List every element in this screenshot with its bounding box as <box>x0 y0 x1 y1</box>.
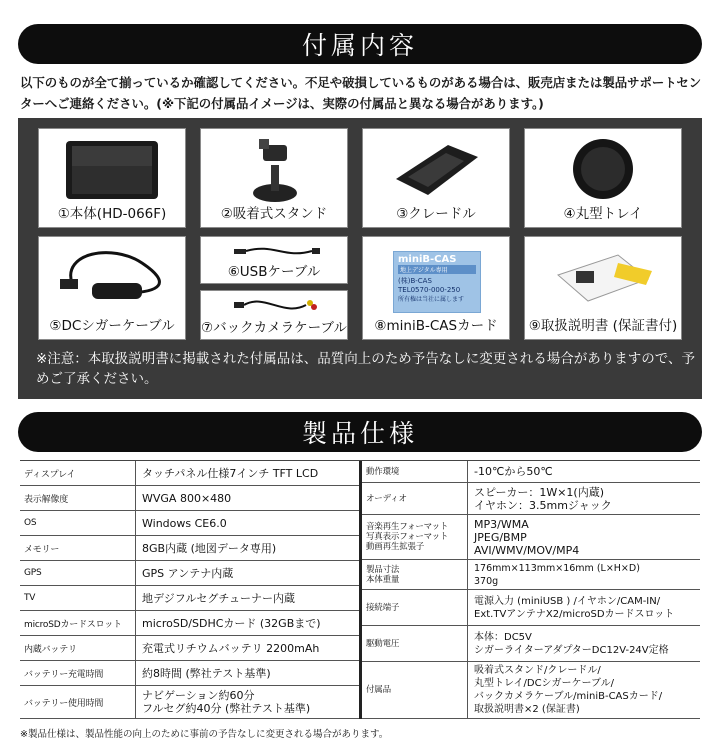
spec-value: GPS アンテナ内蔵 <box>142 566 234 580</box>
spec-value: MP3/WMA JPEG/BMP AVI/WMV/MOV/MP4 <box>474 517 580 557</box>
specs-footnote: ※製品仕様は、製品性能の向上のために事前の予告なしに変更される場合があります。 <box>20 729 389 740</box>
spec-value: スピーカー：1W×1(内蔵) イヤホン：3.5mmジャック <box>474 485 612 512</box>
accessory-label: ④丸型トレイ <box>563 206 643 222</box>
minib-cas-brand: miniB-CAS <box>398 254 457 265</box>
spec-row <box>362 626 700 662</box>
minib-cas-tel: TEL0570-000-250 <box>398 286 461 294</box>
minib-cas-owner: 所有権は当社に属します <box>398 296 465 303</box>
spec-row <box>362 461 700 483</box>
accessory-card-suction-stand <box>200 128 348 228</box>
cradle-image <box>363 139 509 201</box>
specs-right-column <box>362 461 700 719</box>
accessories-intro: 以下のものが全て揃っているか確認してください。不足や破損しているものがある場合は、販売店または製品サポートセンターへご連絡ください。(※下記の付属品イメージは、実際の付属品と異なる場合があります。) <box>20 75 702 111</box>
spec-key: バッテリー充電時間 <box>20 661 136 685</box>
spec-value: 176mm×113mm×16mm (L×H×D) 370g <box>474 562 640 587</box>
accessory-label: ⑤DCシガーケーブル <box>49 318 175 334</box>
spec-value: 8GB内蔵 (地図データ専用) <box>142 541 277 555</box>
minib-cas-sub: 地上デジタル専用 <box>398 265 476 274</box>
spec-row <box>362 515 700 560</box>
spec-row <box>20 586 360 611</box>
accessory-card-minib-cas <box>362 236 510 340</box>
round-tray-image <box>525 135 681 205</box>
accessories-title: 付属内容 <box>18 24 702 64</box>
spec-row <box>20 461 360 486</box>
accessory-label: ⑥USBケーブル <box>227 264 321 280</box>
spec-row <box>20 611 360 636</box>
accessory-label: ⑧miniB-CASカード <box>374 318 498 334</box>
accessory-card-main-unit <box>38 128 186 228</box>
spec-row <box>20 536 360 561</box>
specs-title: 製品仕様 <box>18 412 702 452</box>
spec-value: 充電式リチウムバッテリ 2200mAh <box>142 641 320 655</box>
spec-row <box>362 560 700 590</box>
spec-value: 電源入力 (miniUSB ) /イヤホン/CAM-IN/ Ext.TVアンテナX2/microSDカードスロット <box>474 595 675 620</box>
spec-row <box>362 662 700 719</box>
spec-value: WVGA 800×480 <box>142 491 232 505</box>
spec-value: タッチパネル仕様7インチ TFT LCD <box>142 466 319 480</box>
spec-value: -10℃から50℃ <box>474 465 553 478</box>
spec-key: 接続端子 <box>362 590 468 625</box>
spec-key: 動作環境 <box>362 461 468 482</box>
device-image <box>39 139 185 201</box>
accessory-label: ⑨取扱説明書 (保証書付) <box>528 318 678 334</box>
specs-table <box>20 460 700 720</box>
spec-row <box>20 561 360 586</box>
accessory-label: ⑦バックカメラケーブル <box>201 320 347 336</box>
spec-value: 約8時間 (弊社テスト基準) <box>142 666 271 680</box>
spec-row <box>362 590 700 626</box>
spec-row <box>20 511 360 536</box>
spec-key: メモリー <box>20 536 136 560</box>
dc-cable-image <box>39 243 185 315</box>
spec-value: 吸着式スタンド/クレードル/ 丸型トレイ/DCシガーケーブル/ バックカメラケーブル/miniB-CASカード/ 取扱説明書×2 (保証書) <box>474 665 663 715</box>
accessory-card-usb-cable <box>200 236 348 284</box>
accessory-card-manual <box>524 236 682 340</box>
spec-key: GPS <box>20 561 136 585</box>
spec-value: Windows CE6.0 <box>142 516 227 530</box>
spec-key: ディスプレイ <box>20 461 136 485</box>
spec-value: 本体：DC5V シガーライターアダプターDC12V-24V定格 <box>474 631 669 656</box>
spec-key: OS <box>20 511 136 535</box>
back-camera-cable-image <box>201 293 347 317</box>
manual-image <box>525 245 681 311</box>
minib-cas-company: (株)B-CAS <box>398 277 432 285</box>
accessory-card-cradle <box>362 128 510 228</box>
minib-cas-card-image <box>393 251 481 313</box>
spec-key: 音楽再生フォーマット 写真表示フォーマット 動画再生拡張子 <box>362 515 468 559</box>
spec-key: TV <box>20 586 136 610</box>
accessory-label: ②吸着式スタンド <box>220 206 328 222</box>
spec-key: 付属品 <box>362 662 468 718</box>
spec-key: 内蔵バッテリ <box>20 636 136 660</box>
accessories-notice: ※注意：本取扱説明書に掲載された付属品は、品質向上のため予告なしに変更される場合がありますので、予めご了承ください。 <box>36 351 696 387</box>
spec-row <box>20 636 360 661</box>
accessory-card-round-tray <box>524 128 682 228</box>
spec-key: 駆動電圧 <box>362 626 468 661</box>
spec-key: オーディオ <box>362 483 468 514</box>
specs-left-column <box>20 461 360 719</box>
accessory-label: ③クレードル <box>396 206 476 222</box>
accessory-card-back-camera-cable <box>200 290 348 340</box>
spec-key: microSDカードスロット <box>20 611 136 635</box>
spec-value: ナビゲーション約60分 フルセグ約40分 (弊社テスト基準) <box>142 689 311 715</box>
suction-stand-image <box>201 135 347 205</box>
spec-value: 地デジフルセグチューナー内蔵 <box>142 591 296 605</box>
usb-cable-image <box>201 241 347 261</box>
spec-row <box>20 686 360 719</box>
accessory-card-dc-cable <box>38 236 186 340</box>
spec-value: microSD/SDHCカード (32GBまで) <box>142 616 321 630</box>
spec-row <box>20 486 360 511</box>
spec-row <box>362 483 700 515</box>
accessory-label: ①本体(HD-066F) <box>57 206 167 222</box>
spec-key: バッテリー使用時間 <box>20 686 136 718</box>
spec-key: 製品寸法 本体重量 <box>362 560 468 589</box>
spec-key: 表示解像度 <box>20 486 136 510</box>
spec-row <box>20 661 360 686</box>
